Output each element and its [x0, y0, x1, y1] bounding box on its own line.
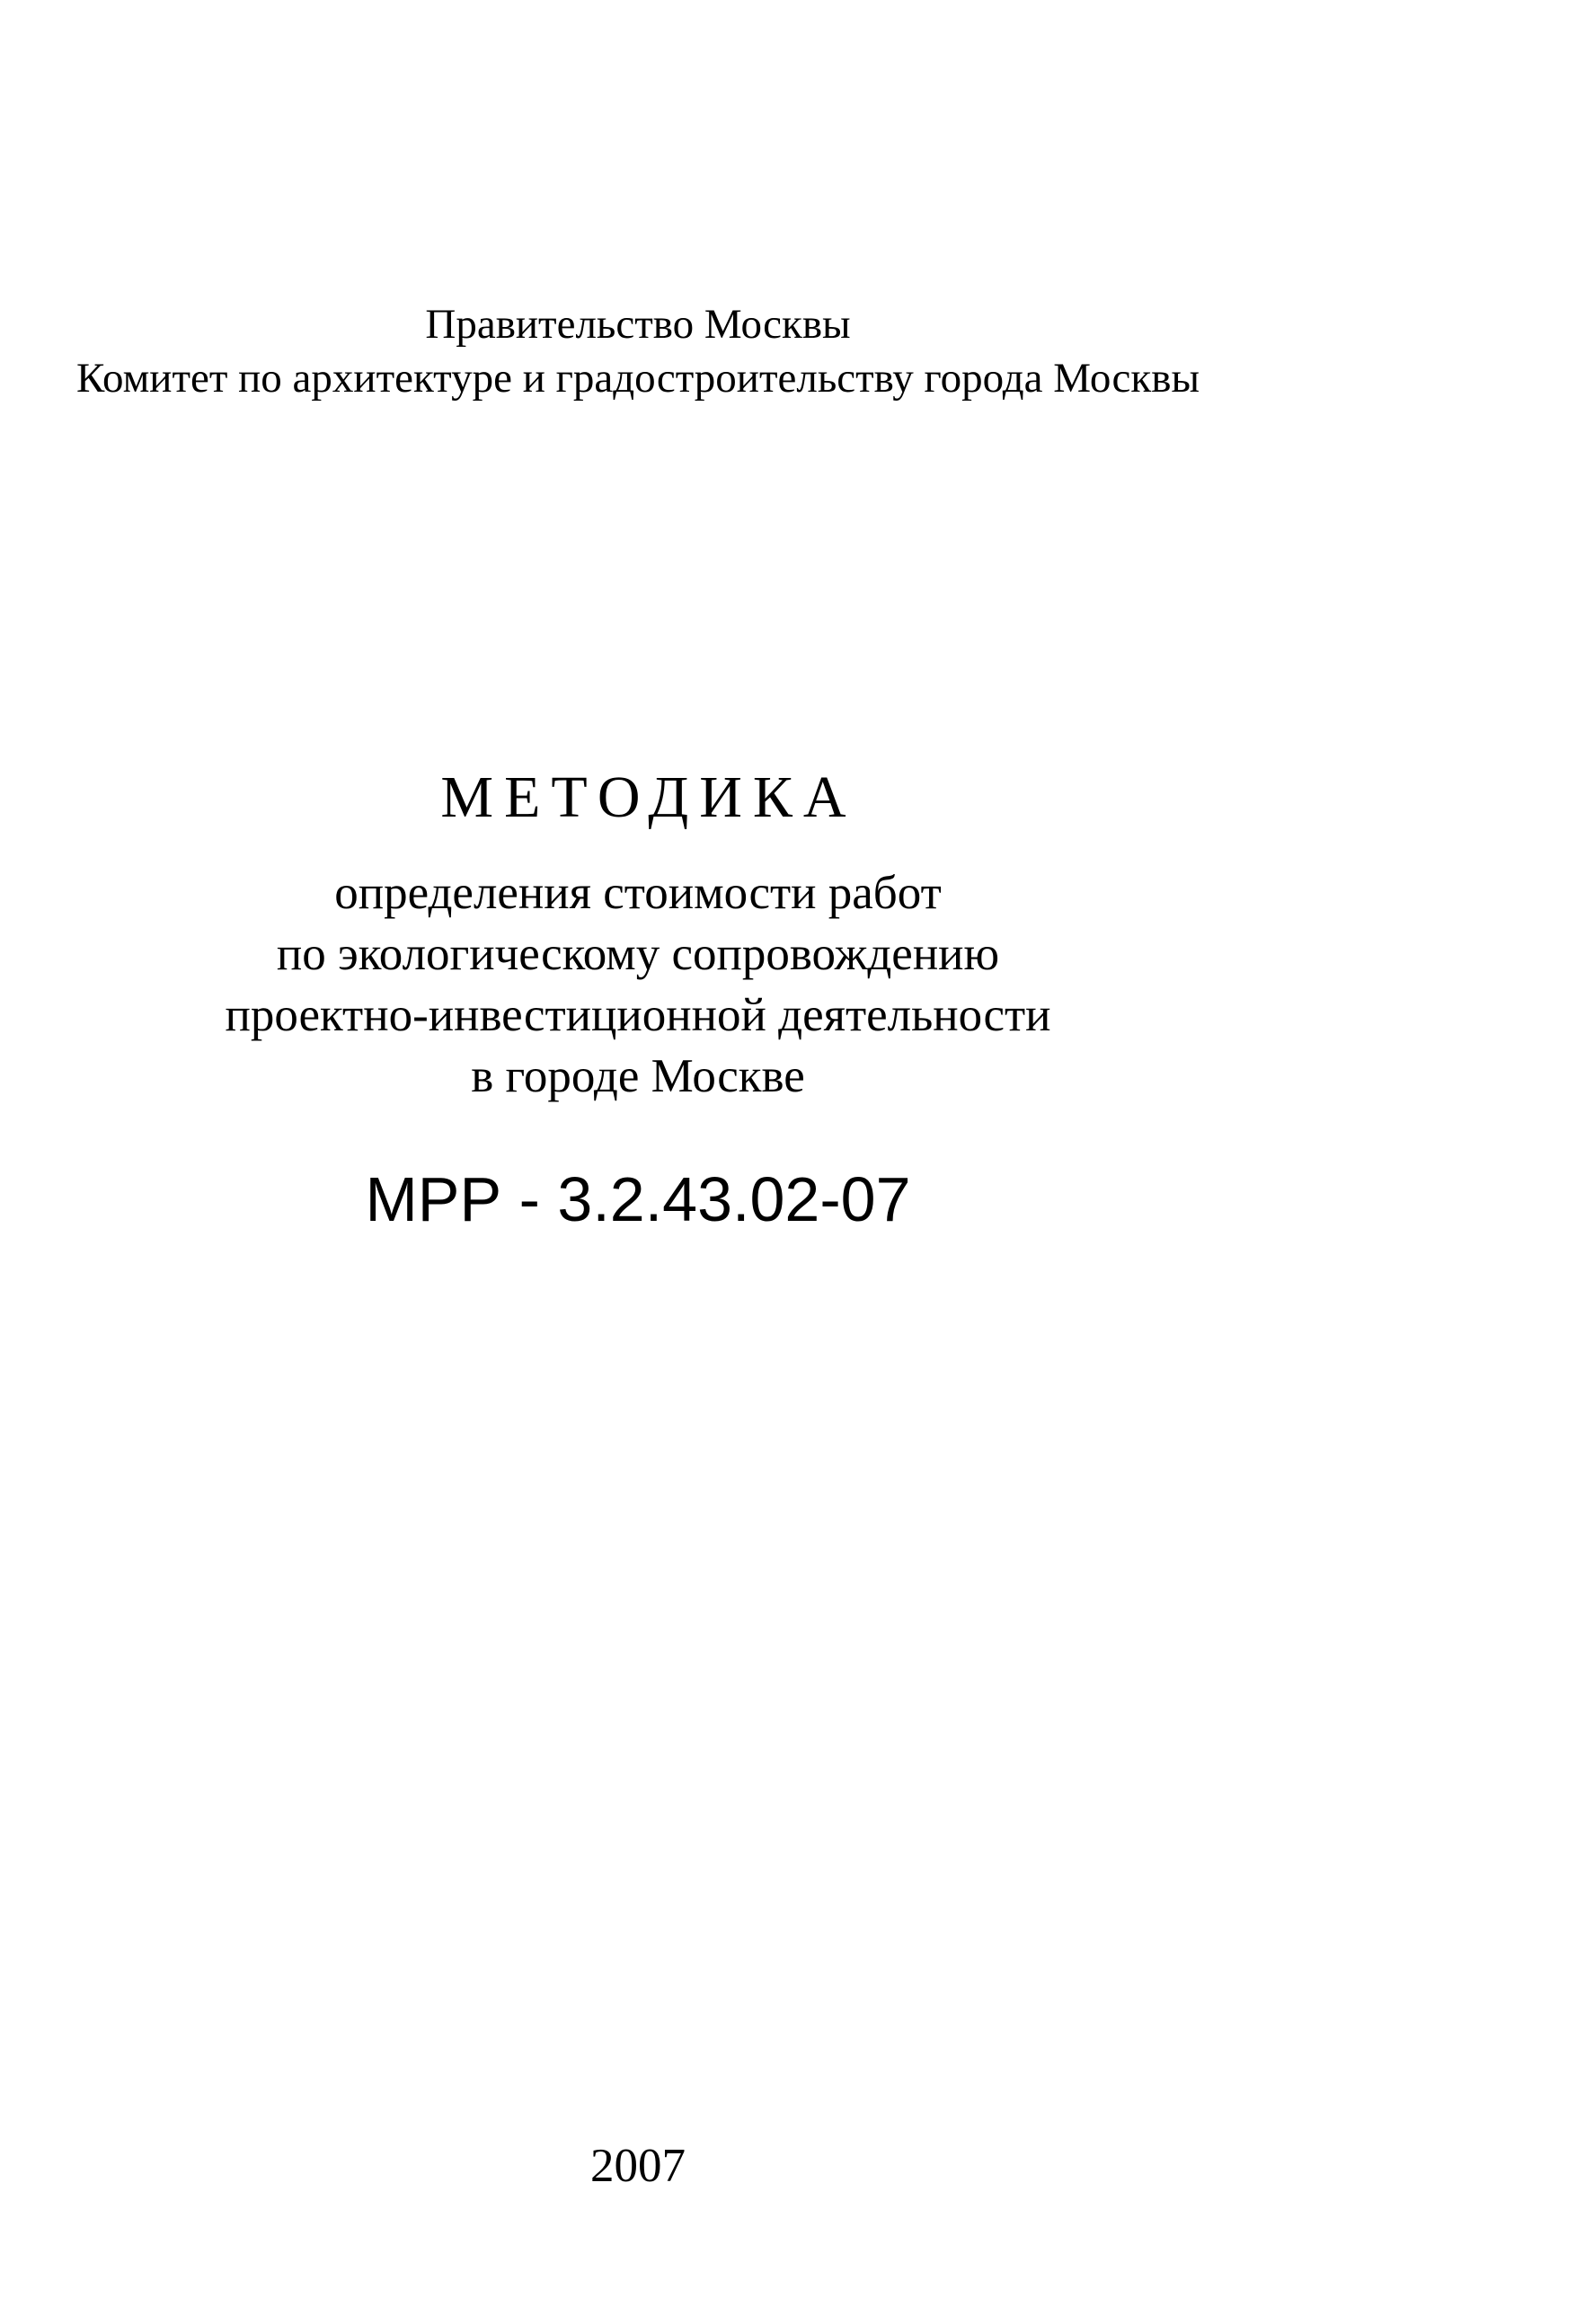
subtitle-line: проектно-инвестиционной деятельности	[225, 989, 1051, 1041]
organization-name: Правительство Москвы	[425, 301, 851, 348]
document-code: МРР - 3.2.43.02-07	[365, 1164, 911, 1234]
subtitle-line: определения стоимости работ	[334, 867, 942, 919]
committee-name: Комитет по архитектуре и градостроительству города Москвы	[75, 355, 1200, 402]
publication-year: 2007	[590, 2140, 686, 2192]
document-type: МЕТОДИКА	[440, 764, 857, 830]
subtitle-line: по экологическому сопровождению	[276, 928, 1000, 980]
subtitle-line: в городе Москве	[471, 1050, 805, 1102]
